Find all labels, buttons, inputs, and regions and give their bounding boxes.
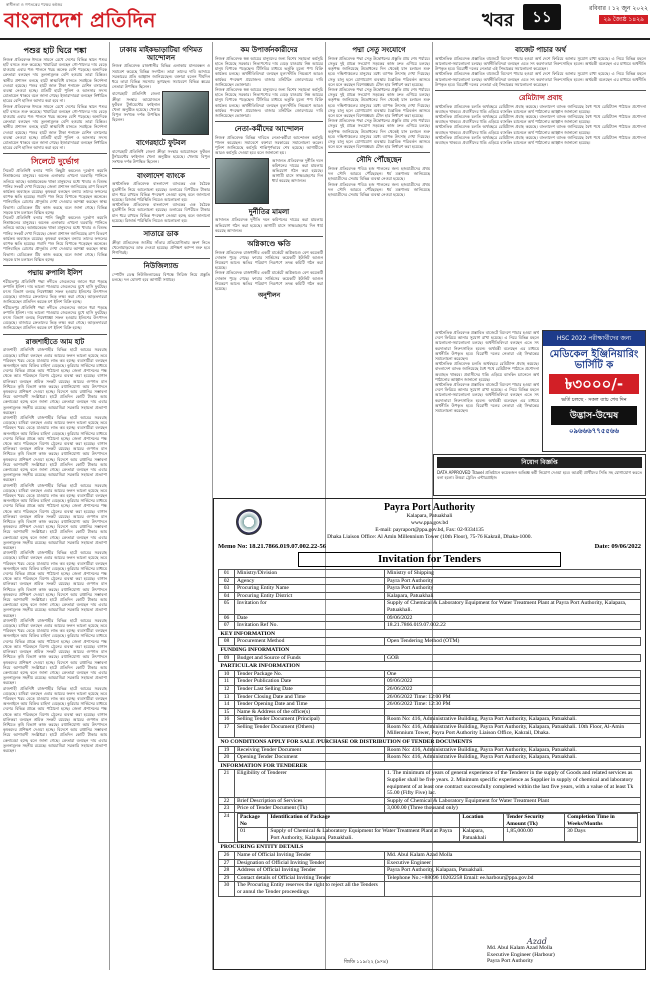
tender-cell-value: Payra Port Authority, Kalapara, Patuakhali. bbox=[385, 867, 641, 875]
tender-row bbox=[219, 614, 641, 622]
divider bbox=[3, 265, 107, 266]
ad-price: ৳৩০০০/- bbox=[549, 374, 639, 394]
tender-row bbox=[219, 693, 641, 701]
tender-cell-number: 17 bbox=[219, 723, 235, 737]
tender-address: Kalapara, Patuakhali bbox=[406, 513, 453, 519]
signatory-org: Payra Port Authority bbox=[487, 958, 534, 965]
ad-top-banner: HSC 2022 পরীক্ষার্থীদের জন্য bbox=[543, 331, 645, 346]
tender-cell-label: Receiving Tender Document bbox=[235, 746, 385, 754]
tender-section-header bbox=[219, 662, 641, 671]
tender-cell-value: Telephone No.:+88096 10202258 Email: ee.harbour@ppa.gov.bd bbox=[385, 874, 641, 882]
tender-cell-label: Agency bbox=[235, 577, 385, 585]
tender-cell-value bbox=[385, 708, 641, 716]
date-box bbox=[566, 4, 648, 24]
ad-title: মেডিকেল ইঞ্জিনিয়ারিং ভার্সিটি ক bbox=[549, 349, 639, 371]
tender-cell-number: 19 bbox=[219, 746, 235, 754]
article-body: অর্থনৈতিক প্রতিবেদক চলতি অর্থবছরে রেমিট্যান্স প্রবাহ কমেছে। বাংলাদেশ ব্যাংক জানিয়েছে বৈধ পথে রেমিট্যান্স পাঠাতে প্রণোদনা অব্যাহত থাকবে। প্রবাসীদের হুন্ডি এড়িয়ে ব্যাংকিং চ্যানেলে অর্থ পাঠানোর আহ্বান জানানো হয়েছে। bbox=[435, 124, 646, 135]
tender-row bbox=[219, 570, 641, 578]
tender-cell-label: Name of Official Inviting Tender bbox=[235, 851, 385, 859]
tender-footer-code: জিডি ১১৯/২২ (৯×৪) bbox=[344, 960, 388, 965]
tender-row bbox=[219, 678, 641, 686]
article-body: রাজশাহী প্রতিনিধি রাজশাহীর বিভিন্ন হাটে আমের সরবরাহ বেড়েছে। চাষিরা বলছেন এবার আমের ফলন ভালো হয়েছে তবে পরিবহন খরচ বেড়ে যাওয়ায় লাভ কম হচ্ছে। ব্যবসায়ীরা বলছেন অনলাইনে আম বিক্রির চাহিদা বেড়েছে। কুরিয়ার সার্ভিসের মাধ্যমে দেশের বিভিন্ন প্রান্তে আম পাঠানো হচ্ছে। জেলা প্রশাসনের পক্ষ থেকে আম পরিবহনে বিশেষ ট্রেনের ব্যবস্থা করা হয়েছে। বাগান মালিকরা বলছেন শ্রমিক সংকট রয়েছে। আমের গুণগত মান নিশ্চিতে কৃষি বিভাগ কাজ করছে। রপ্তানিযোগ্য আম উৎপাদনে কৃষকদের প্রশিক্ষণ দেওয়া হচ্ছে। বিদেশে আম রপ্তানির সম্ভাবনা নিয়ে আশাবাদী সংশ্লিষ্টরা। হাটে প্রতিদিন কোটি টাকার আম কেনাবেচা হচ্ছে বলে জানা গেছে। ক্রেতারা বলছেন দাম এবার তুলনামূলক সহনীয় রয়েছে। আমচাষিরা সরকারি সহায়তা প্রত্যাশা করছেন। bbox=[3, 550, 107, 618]
tender-row bbox=[219, 716, 641, 724]
package-header-cell: Tender Security Amount (Tk) bbox=[504, 814, 565, 828]
article-headline: অনুশীলন bbox=[257, 292, 281, 300]
tender-cell-value: 18.21.7866.019.07.002.22 bbox=[385, 622, 641, 630]
article-headline: অগ্নিকাণ্ডে ক্ষতি bbox=[247, 238, 291, 248]
tender-cell-number: 13 bbox=[219, 693, 235, 701]
tender-cell-value: Supply of Chemical & Laboratory Equipment for Water Treatment Plant bbox=[385, 797, 641, 805]
package-cell: 01 bbox=[238, 828, 268, 842]
divider bbox=[112, 168, 210, 169]
package-cell: Supply of Chemical & Laboratory Equipment for Water Treatment Plant at Payra Port Authority, Kalapara, Patuakhali. bbox=[268, 828, 460, 842]
article-headline: নিউজিল্যান্ড bbox=[143, 261, 179, 271]
divider bbox=[435, 90, 646, 91]
newspaper-logo: বাংলাদেশ প্রতিদিন bbox=[4, 8, 156, 32]
tender-cell-label: Tender Closing Date and Time bbox=[235, 693, 385, 701]
tender-row bbox=[219, 874, 641, 882]
tender-cell-value: Ministry of Shipping bbox=[385, 570, 641, 578]
article-body: নিজস্ব প্রতিবেদক পবিত্র হজ পালনের জন্য হজযাত্রীদের প্রথম দল সৌদি আরবে পৌঁছেছেন। ধর্ম মন্ত্রণালয় জানিয়েছে হজযাত্রীদের সেবায় বিভিন্ন ব্যবস্থা নেওয়া হয়েছে। bbox=[328, 166, 430, 182]
article-body: অর্থনৈতিক প্রতিবেদক চলতি অর্থবছরে রেমিট্যান্স প্রবাহ কমেছে। বাংলাদেশ ব্যাংক জানিয়েছে বৈধ পথে রেমিট্যান্স পাঠাতে প্রণোদনা অব্যাহত থাকবে। প্রবাসীদের হুন্ডি এড়িয়ে ব্যাংকিং চ্যানেলে অর্থ পাঠানোর আহ্বান জানানো হয়েছে। bbox=[435, 114, 646, 125]
divider bbox=[112, 258, 210, 259]
tender-cell-value: GOB bbox=[385, 654, 641, 662]
tender-cell-label: Tender Last Selling Date bbox=[235, 685, 385, 693]
package-row bbox=[238, 828, 638, 842]
tender-cell-value: 1. The minimum of years of general experience of the Tenderer in the supply of Goods and related services as Supplier shall be five years. 2. Minimum specific experience as Supplier in supply of chemical and laboratory equipment of at least one contract successfully completed within the last five years, with a value of at least Tk 55.00 (Fifty Five) lac. bbox=[385, 770, 641, 797]
tender-row bbox=[219, 754, 641, 762]
article-body: রাজশাহী প্রতিনিধি রাজশাহীর বিভিন্ন হাটে আমের সরবরাহ বেড়েছে। চাষিরা বলছেন এবার আমের ফলন ভালো হয়েছে তবে পরিবহন খরচ বেড়ে যাওয়ায় লাভ কম হচ্ছে। ব্যবসায়ীরা বলছেন অনলাইনে আম বিক্রির চাহিদা বেড়েছে। কুরিয়ার সার্ভিসের মাধ্যমে দেশের বিভিন্ন প্রান্তে আম পাঠানো হচ্ছে। জেলা প্রশাসনের পক্ষ থেকে আম পরিবহনে বিশেষ ট্রেনের ব্যবস্থা করা হয়েছে। বাগান মালিকরা বলছেন শ্রমিক সংকট রয়েছে। আমের গুণগত মান নিশ্চিতে কৃষি বিভাগ কাজ করছে। রপ্তানিযোগ্য আম উৎপাদনে কৃষকদের প্রশিক্ষণ দেওয়া হচ্ছে। বিদেশে আম রপ্তানির সম্ভাবনা নিয়ে আশাবাদী সংশ্লিষ্টরা। হাটে প্রতিদিন কোটি টাকার আম কেনাবেচা হচ্ছে বলে জানা গেছে। ক্রেতারা বলছেন দাম এবার তুলনামূলক সহনীয় রয়েছে। আমচাষিরা সরকারি সহায়তা প্রত্যাশা করছেন। bbox=[3, 685, 107, 753]
tender-row bbox=[219, 701, 641, 709]
ad-phone: ০৯৬৬৬৭৭৫৫৬৬ bbox=[568, 427, 620, 435]
tender-cell-value: Open Tendering Method (OTM) bbox=[385, 638, 641, 646]
tender-row bbox=[219, 797, 641, 805]
article-headline: রেমিট্যান্স প্রবাহ bbox=[518, 92, 563, 102]
tender-cell-label: Contact details of Official Inviting Tender bbox=[235, 874, 385, 882]
tender-cell-label: Price of Tender Document (Tk) bbox=[235, 805, 385, 813]
column-5 bbox=[435, 44, 646, 326]
article-body: নিজস্ব প্রতিবেদক স্বল্প আয়ের মানুষদের জন্য বিশেষ সহায়তা কর্মসূচি হাতে নিয়েছে সরকার। নিত্যপণ্যের দাম বেড়ে যাওয়ায় নিম্ন আয়ের মানুষ বিপাকে পড়েছেন। টিসিবির মাধ্যমে ভর্তুকি মূল্যে পণ্য বিক্রি কার্যক্রম চলছে। অর্থনীতিবিদরা বলছেন মূল্যস্ফীতি নিয়ন্ত্রণে আরও কার্যকর পদক্ষেপ প্রয়োজন। বাজার মনিটরিং জোরদারের দাবি জানিয়েছেন ভোক্তারা। bbox=[215, 55, 323, 87]
tender-cell-number: 27 bbox=[219, 859, 235, 867]
article-body: সিলেট প্রতিনিধি বন্যার পানি কিছুটা কমলেও দুর্ভোগ কমেনি নিম্নাঞ্চলের মানুষের। অনেক এলাকায় এখনো ঘরবাড়ি পানিতে তলিয়ে আছে। আশ্রয়কেন্দ্রে থাকা মানুষদের মধ্যে খাবার ও বিশুদ্ধ পানির সংকট দেখা দিয়েছে। জেলা প্রশাসন জানিয়েছে ত্রাণ বিতরণ কার্যক্রম অব্যাহত রয়েছে। কৃষকরা বলছেন বন্যায় তাদের ফসলের ব্যাপক ক্ষতি হয়েছে। গবাদি পশু নিয়ে বিপাকে পড়েছেন অনেকে। পানিবাহিত রোগের প্রাদুর্ভাব দেখা দেওয়ার আশঙ্কা করছেন স্বাস্থ্য বিভাগ। মেডিকেল টিম কাজ করছে বলে জানা গেছে। বিভিন্ন সড়কে যান চলাচল বিঘ্নিত হচ্ছে। bbox=[3, 168, 107, 215]
tender-memo: Memo No: 18.21.7866.019.07.002.22-56 bbox=[218, 543, 326, 550]
tender-cell-value: Room No: 416, Administrative Building, Payra Port Authority, Kalapara, Patuakhali. bbox=[385, 746, 641, 754]
tender-table bbox=[218, 569, 641, 897]
tender-title: Invitation for Tenders bbox=[298, 552, 561, 567]
tender-row bbox=[219, 592, 641, 600]
divider bbox=[215, 121, 323, 122]
tender-org: Payra Port Authority bbox=[383, 502, 476, 513]
tender-section-title: NO CONDITIONS APPLY FOR SALE /PURCHASE OR DISTRIBUTION OF TENDER DOCUMENTS bbox=[220, 739, 473, 746]
news-photo bbox=[162, 91, 209, 135]
article-body: নিজস্ব প্রতিবেদক বিভিন্ন দাবিতে নেতা-কর্মীরা আন্দোলন কর্মসূচি পালন করেছেন। সমাবেশে বক্তারা সরকারের সমালোচনা করেন। পুলিশ জানিয়েছে কর্মসূচি শান্তিপূর্ণভাবে শেষ হয়েছে। আগামীতে আরও কর্মসূচি দেওয়া হবে বলে জানানো হয়। bbox=[215, 134, 323, 156]
photo-slot bbox=[112, 91, 210, 137]
divider bbox=[3, 153, 107, 154]
tender-cell-label: Tender Publication Date bbox=[235, 678, 385, 686]
package-cell: 1,85,000.00 bbox=[504, 828, 565, 842]
divider bbox=[328, 152, 430, 153]
tender-cell-number: 30 bbox=[219, 882, 235, 896]
package-header bbox=[238, 814, 638, 828]
tender-cell-number: 04 bbox=[219, 592, 235, 600]
tender-cell-label: Ministry/Division bbox=[235, 570, 385, 578]
tender-cell-label: Selling Tender Document (Others) bbox=[235, 723, 385, 737]
tender-row bbox=[219, 770, 641, 797]
article-body: সিলেট প্রতিনিধি বন্যার পানি কিছুটা কমলেও দুর্ভোগ কমেনি নিম্নাঞ্চলের মানুষের। অনেক এলাকায় এখনো ঘরবাড়ি পানিতে তলিয়ে আছে। আশ্রয়কেন্দ্রে থাকা মানুষদের মধ্যে খাবার ও বিশুদ্ধ পানির সংকট দেখা দিয়েছে। জেলা প্রশাসন জানিয়েছে ত্রাণ বিতরণ কার্যক্রম অব্যাহত রয়েছে। কৃষকরা বলছেন বন্যায় তাদের ফসলের ব্যাপক ক্ষতি হয়েছে। গবাদি পশু নিয়ে বিপাকে পড়েছেন অনেকে। পানিবাহিত রোগের প্রাদুর্ভাব দেখা দেওয়ার আশঙ্কা করছেন স্বাস্থ্য বিভাগ। মেডিকেল টিম কাজ করছে বলে জানা গেছে। বিভিন্ন সড়কে যান চলাচল বিঘ্নিত হচ্ছে। bbox=[3, 215, 107, 262]
package-table bbox=[237, 813, 638, 842]
tender-section-header bbox=[219, 843, 641, 852]
tender-row bbox=[219, 805, 641, 813]
package-cell: 30 Days bbox=[565, 828, 638, 842]
tender-cell-label: Opening Tender Document bbox=[235, 754, 385, 762]
article-headline: নেতা-কর্মীদের আন্দোলন bbox=[234, 124, 304, 134]
article-headline: পদ্মা সেতু সংযোগে bbox=[352, 45, 406, 54]
tender-cell-value: 26/06/2022 Time: 12:30 PM bbox=[385, 701, 641, 709]
tender-row bbox=[219, 882, 641, 896]
package-header-cell: Identification of Package bbox=[268, 814, 460, 828]
article-body: অর্থনৈতিক প্রতিবেদক প্রস্তাবিত বাজেটে বিদেশে পাচার হওয়া অর্থ দেশে ফিরিয়ে আনার সুযোগ রাখা হয়েছে। এ নিয়ে বিভিন্ন মহলে আলোচনা-সমালোচনা চলছে। অর্থনীতিবিদরা বলছেন এতে সৎ করদাতারা নিরুৎসাহিত হবেন। অর্থমন্ত্রী বলেছেন এর মাধ্যমে অর্থনীতি উপকৃত হবে। বিরোধী দলের নেতারা এই সিদ্ধান্তের সমালোচনা করেছেন। bbox=[435, 382, 539, 414]
tender-notice bbox=[213, 498, 646, 970]
tender-cell-number: 09 bbox=[219, 654, 235, 662]
ad-brand: উদ্ভাস-উন্মেষ bbox=[551, 406, 637, 425]
tender-cell-number: 15 bbox=[219, 708, 235, 716]
tender-cell-value: Executive Engineer bbox=[385, 859, 641, 867]
article-body: বাগেরহাট প্রতিনিধি জেলা ক্রীড়া সংস্থার আয়োজনে ফুটবল টুর্নামেন্টের ফাইনাল খেলা অনুষ্ঠিত হয়েছে। খেলায় বিপুল সংখ্যক দর্শক উপস্থিত ছিলেন। bbox=[112, 149, 210, 165]
tender-cell-value: 09/06/2022 bbox=[385, 678, 641, 686]
masthead bbox=[0, 0, 650, 40]
tender-row bbox=[219, 859, 641, 867]
article-body: স্পোর্টস ডেস্ক নিউজিল্যান্ডের বিপক্ষে সিরিজ নিয়ে প্রস্তুতি চলছে। দল ঘোষণা হবে আগামী সপ্তাহে। bbox=[112, 271, 210, 283]
tender-cell-label: The Procuring Entity reserves the right to reject all the Tenders or annul the Tender proceedings bbox=[235, 882, 385, 896]
tender-cell-number: 22 bbox=[219, 797, 235, 805]
divider bbox=[112, 226, 210, 227]
article-headline: রাজশাহীতে আম হাট bbox=[25, 336, 85, 346]
tender-row bbox=[219, 851, 641, 859]
tender-cell-value: 26/06/2022 Time: 12:00 PM bbox=[385, 693, 641, 701]
tender-row bbox=[219, 746, 641, 754]
tender-table-body bbox=[219, 570, 641, 897]
masthead-tagline: স্বাধীনতা ও গণতন্ত্রের পক্ষের কণ্ঠস্বর bbox=[6, 2, 63, 7]
notice-title: নিয়োগ বিজ্ঞপ্তি bbox=[437, 457, 642, 468]
article-headline: সিলেটে দুর্ভোগ bbox=[30, 156, 80, 167]
tender-row bbox=[219, 708, 641, 716]
tender-cell-number: 05 bbox=[219, 600, 235, 614]
tender-row bbox=[219, 654, 641, 662]
tender-cell-number: 12 bbox=[219, 685, 235, 693]
page-number-badge: ১১ bbox=[523, 4, 561, 30]
article-body: অর্থনৈতিক প্রতিবেদক বাংলাদেশ ব্যাংকের এক বৈঠকে মুদ্রানীতি নিয়ে আলোচনা হয়েছে। ডলারের বিপরীতে টাকার মান ধরে রাখতে বিভিন্ন পদক্ষেপ নেওয়া হচ্ছে বলে জানানো হয়েছে। রিজার্ভ পরিস্থিতি নিয়েও আলোচনা হয়। bbox=[112, 202, 210, 223]
article-body: রাজশাহী প্রতিনিধি রাজশাহীর বিভিন্ন হাটে আমের সরবরাহ বেড়েছে। চাষিরা বলছেন এবার আমের ফলন ভালো হয়েছে তবে পরিবহন খরচ বেড়ে যাওয়ায় লাভ কম হচ্ছে। ব্যবসায়ীরা বলছেন অনলাইনে আম বিক্রির চাহিদা বেড়েছে। কুরিয়ার সার্ভিসের মাধ্যমে দেশের বিভিন্ন প্রান্তে আম পাঠানো হচ্ছে। জেলা প্রশাসনের পক্ষ থেকে আম পরিবহনে বিশেষ ট্রেনের ব্যবস্থা করা হয়েছে। বাগান মালিকরা বলছেন শ্রমিক সংকট রয়েছে। আমের গুণগত মান নিশ্চিতে কৃষি বিভাগ কাজ করছে। রপ্তানিযোগ্য আম উৎপাদনে কৃষকদের প্রশিক্ষণ দেওয়া হচ্ছে। বিদেশে আম রপ্তানির সম্ভাবনা নিয়ে আশাবাদী সংশ্লিষ্টরা। হাটে প্রতিদিন কোটি টাকার আম কেনাবেচা হচ্ছে বলে জানা গেছে। ক্রেতারা বলছেন দাম এবার তুলনামূলক সহনীয় রয়েছে। আমচাষিরা সরকারি সহায়তা প্রত্যাশা করছেন। bbox=[3, 347, 107, 415]
date-gregorian: রবিবার । ১২ জুন ২০২২ bbox=[589, 5, 648, 12]
tender-cell-number: 11 bbox=[219, 678, 235, 686]
divider bbox=[215, 236, 323, 237]
tender-cell-number: 26 bbox=[219, 851, 235, 859]
package-header-cell: Package No bbox=[238, 814, 268, 828]
article-headline: বাজেট পাচার অর্থ bbox=[515, 45, 566, 54]
article-headline: পশুর হাট ঘিরে শঙ্কা bbox=[23, 45, 87, 55]
signatory-title: Executive Engineer (Harbour) bbox=[487, 951, 555, 958]
tender-date: Date: 09/06/2022 bbox=[594, 543, 641, 550]
tender-section-title: INFORMATION FOR TENDERER bbox=[220, 762, 308, 769]
tender-cell-label: Designation of Official Inviting Tender bbox=[235, 859, 385, 867]
notice-text: DATA APPROVED Travel প্রতিষ্ঠানে কয়েকজন অভিজ্ঞ কর্মী নিয়োগ দেওয়া হবে। আগ্রহী প্রার্থীদের সিভি সহ যোগাযোগ করতে বলা হলো। উত্তরা ট্রেডিং এন্টারপ্রাইজ bbox=[437, 470, 642, 481]
tender-cell-number: 03 bbox=[219, 585, 235, 593]
article-body: নিজস্ব প্রতিবেদক পদ্মা সেতু উদ্বোধনের প্রস্তুতি প্রায় শেষ পর্যায়ে। সেতুর দুই প্রান্তে সংযোগ সড়কের কাজ দ্রুত এগিয়ে চলছে। কর্তৃপক্ষ জানিয়েছে উদ্বোধনের দিন থেকেই যান চলাচল শুরু হবে। দক্ষিণাঞ্চলের মানুষের মধ্যে ব্যাপক উৎসাহ দেখা দিয়েছে। সেতু চালু হলে যোগাযোগ ব্যবস্থায় বৈপ্লবিক পরিবর্তন আসবে বলে মনে করছেন বিশেষজ্ঞরা। টোল হার নির্ধারণ করা হয়েছে। bbox=[328, 118, 430, 150]
tender-cell-value: Payra Port Authority bbox=[385, 585, 641, 593]
article-body: ক্রীড়া প্রতিবেদক জাতীয় সাঁতার প্রতিযোগিতায় অংশ নিতে খেলোয়াড়দের ডাক দেওয়া হয়েছে। প্রশিক্ষণ ক্যাম্প শুরু হবে শিগগিরই। bbox=[112, 239, 210, 256]
tender-section-title: FUNDING INFORMATION bbox=[220, 646, 290, 653]
article-body: শরীয়তপুর প্রতিনিধি পদ্মা নদীতে জেলেদের জালে ধরা পড়ছে রুপালি ইলিশ। দাম ভালো পাওয়ায় জেলেদের মুখে হাসি ফুটেছে। মৎস্য বিভাগ বলছে নিষেধাজ্ঞা সফল হওয়ায় ইলিশের উৎপাদন বেড়েছে। বাজারে ক্রেতাদের ভিড় লক্ষ্য করা গেছে। আড়তদাররা জানিয়েছেন প্রতিদিন কয়েক মণ ইলিশ বিক্রি হচ্ছে। bbox=[3, 278, 107, 305]
article-body: রাজশাহী প্রতিনিধি রাজশাহীর বিভিন্ন হাটে আমের সরবরাহ বেড়েছে। চাষিরা বলছেন এবার আমের ফলন ভালো হয়েছে তবে পরিবহন খরচ বেড়ে যাওয়ায় লাভ কম হচ্ছে। ব্যবসায়ীরা বলছেন অনলাইনে আম বিক্রির চাহিদা বেড়েছে। কুরিয়ার সার্ভিসের মাধ্যমে দেশের বিভিন্ন প্রান্তে আম পাঠানো হচ্ছে। জেলা প্রশাসনের পক্ষ থেকে আম পরিবহনে বিশেষ ট্রেনের ব্যবস্থা করা হয়েছে। বাগান মালিকরা বলছেন শ্রমিক সংকট রয়েছে। আমের গুণগত মান নিশ্চিতে কৃষি বিভাগ কাজ করছে। রপ্তানিযোগ্য আম উৎপাদনে কৃষকদের প্রশিক্ষণ দেওয়া হচ্ছে। বিদেশে আম রপ্তানির সম্ভাবনা নিয়ে আশাবাদী সংশ্লিষ্টরা। হাটে প্রতিদিন কোটি টাকার আম কেনাবেচা হচ্ছে বলে জানা গেছে। ক্রেতারা বলছেন দাম এবার তুলনামূলক সহনীয় রয়েছে। আমচাষিরা সরকারি সহায়তা প্রত্যাশা করছেন। bbox=[3, 617, 107, 686]
tender-memo-line bbox=[218, 543, 641, 550]
date-bangla: ২৯ জ্যৈষ্ঠ ১৪২৯ bbox=[599, 15, 648, 24]
tender-cell-number: 06 bbox=[219, 614, 235, 622]
article-body: নিজস্ব প্রতিবেদক রাজধানীর একটি মার্কেটে অগ্নিকাণ্ডে বেশ কয়েকটি দোকান পুড়ে গেছে। ফায়ার সার্ভিসের কয়েকটি ইউনিট আগুন নিয়ন্ত্রণে আনে। ক্ষতির পরিমাণ নিরূপণে তদন্ত কমিটি গঠন করা হয়েছে। bbox=[215, 270, 323, 292]
signatory-name: Md. Abul Kalam Azad Molla bbox=[487, 945, 553, 952]
tender-cell-value: Kalapara, Patuakhali bbox=[385, 592, 641, 600]
tender-cell-value: 26/06/2022 bbox=[385, 685, 641, 693]
tender-cell-number: 14 bbox=[219, 701, 235, 709]
tender-cell-number: 01 bbox=[219, 570, 235, 578]
tender-section-header bbox=[219, 629, 641, 638]
tender-cell-number: 16 bbox=[219, 716, 235, 724]
tender-cell-label: Name & Address of the office(s) bbox=[235, 708, 385, 716]
article-body: অর্থনৈতিক প্রতিবেদক প্রস্তাবিত বাজেটে বিদেশে পাচার হওয়া অর্থ দেশে ফিরিয়ে আনার সুযোগ রাখা হয়েছে। এ নিয়ে বিভিন্ন মহলে আলোচনা-সমালোচনা চলছে। অর্থনীতিবিদরা বলছেন এতে সৎ করদাতারা নিরুৎসাহিত হবেন। অর্থমন্ত্রী বলেছেন এর মাধ্যমে অর্থনীতি উপকৃত হবে। বিরোধী দলের নেতারা এই সিদ্ধান্তের সমালোচনা করেছেন। bbox=[435, 71, 646, 87]
coaching-advertisement bbox=[542, 330, 646, 452]
tender-row bbox=[219, 585, 641, 593]
tender-cell-value: One bbox=[385, 670, 641, 678]
article-body: নিজস্ব প্রতিবেদক স্বল্প আয়ের মানুষদের জন্য বিশেষ সহায়তা কর্মসূচি হাতে নিয়েছে সরকার। নিত্যপণ্যের দাম বেড়ে যাওয়ায় নিম্ন আয়ের মানুষ বিপাকে পড়েছেন। টিসিবির মাধ্যমে ভর্তুকি মূল্যে পণ্য বিক্রি কার্যক্রম চলছে। অর্থনীতিবিদরা বলছেন মূল্যস্ফীতি নিয়ন্ত্রণে আরও কার্যকর পদক্ষেপ প্রয়োজন। বাজার মনিটরিং জোরদারের দাবি জানিয়েছেন ভোক্তারা। bbox=[215, 86, 323, 118]
tender-package-row bbox=[219, 813, 641, 843]
tender-cell-label: Budget and Source of Funds bbox=[235, 654, 385, 662]
tender-cell-number: 10 bbox=[219, 670, 235, 678]
tender-cell-label: Tender Package No. bbox=[235, 670, 385, 678]
tender-cell-label: Procurement Method bbox=[235, 638, 385, 646]
article-body: বাগেরহাট প্রতিনিধি জেলা ক্রীড়া সংস্থার আয়োজনে ফুটবল টুর্নামেন্টের ফাইনাল খেলা অনুষ্ঠিত হয়েছে। খেলায় বিপুল সংখ্যক দর্শক উপস্থিত ছিলেন। bbox=[112, 91, 160, 123]
tender-cell-label: Brief Description of Services bbox=[235, 797, 385, 805]
tender-cell-number: 08 bbox=[219, 638, 235, 646]
tender-section-title: PROCURING ENTITY DETAILS bbox=[220, 844, 304, 851]
column-divider bbox=[109, 42, 110, 970]
tender-cell-number: 29 bbox=[219, 874, 235, 882]
column-3 bbox=[215, 44, 323, 496]
tender-cell-value: Room No: 416, Administrative Building, Payra Port Authority, Kalapara, Patuakhali. bbox=[385, 754, 641, 762]
tender-cell-number: 20 bbox=[219, 754, 235, 762]
tender-row bbox=[219, 723, 641, 737]
package-header-cell: Completion Time in Weeks/Months bbox=[565, 814, 638, 828]
tender-cell-label: Tender Opening Date and Time bbox=[235, 701, 385, 709]
tender-row bbox=[219, 867, 641, 875]
tender-cell-value: 3,000.00 (Three thousand only) bbox=[385, 805, 641, 813]
article-headline: সাতারে ডাক bbox=[143, 229, 179, 238]
article-body: অর্থনৈতিক প্রতিবেদক চলতি অর্থবছরে রেমিট্যান্স প্রবাহ কমেছে। বাংলাদেশ ব্যাংক জানিয়েছে বৈধ পথে রেমিট্যান্স পাঠাতে প্রণোদনা অব্যাহত থাকবে। প্রবাসীদের হুন্ডি এড়িয়ে ব্যাংকিং চ্যানেলে অর্থ পাঠানোর আহ্বান জানানো হয়েছে। bbox=[435, 361, 539, 382]
article-body: নিজস্ব প্রতিবেদক পদ্মা সেতু উদ্বোধনের প্রস্তুতি প্রায় শেষ পর্যায়ে। সেতুর দুই প্রান্তে সংযোগ সড়কের কাজ দ্রুত এগিয়ে চলছে। কর্তৃপক্ষ জানিয়েছে উদ্বোধনের দিন থেকেই যান চলাচল শুরু হবে। দক্ষিণাঞ্চলের মানুষের মধ্যে ব্যাপক উৎসাহ দেখা দিয়েছে। সেতু চালু হলে যোগাযোগ ব্যবস্থায় বৈপ্লবিক পরিবর্তন আসবে বলে মনে করছেন বিশেষজ্ঞরা। টোল হার নির্ধারণ করা হয়েছে। bbox=[328, 55, 430, 87]
article-body: অর্থনৈতিক প্রতিবেদক চলতি অর্থবছরে রেমিট্যান্স প্রবাহ কমেছে। বাংলাদেশ ব্যাংক জানিয়েছে বৈধ পথে রেমিট্যান্স পাঠাতে প্রণোদনা অব্যাহত থাকবে। প্রবাসীদের হুন্ডি এড়িয়ে ব্যাংকিং চ্যানেলে অর্থ পাঠানোর আহ্বান জানানো হয়েছে। bbox=[435, 103, 646, 114]
package-header-cell: Location bbox=[460, 814, 504, 828]
article-body: রাজশাহী প্রতিনিধি রাজশাহীর বিভিন্ন হাটে আমের সরবরাহ বেড়েছে। চাষিরা বলছেন এবার আমের ফলন ভালো হয়েছে তবে পরিবহন খরচ বেড়ে যাওয়ায় লাভ কম হচ্ছে। ব্যবসায়ীরা বলছেন অনলাইনে আম বিক্রির চাহিদা বেড়েছে। কুরিয়ার সার্ভিসের মাধ্যমে দেশের বিভিন্ন প্রান্তে আম পাঠানো হচ্ছে। জেলা প্রশাসনের পক্ষ থেকে আম পরিবহনে বিশেষ ট্রেনের ব্যবস্থা করা হয়েছে। বাগান মালিকরা বলছেন শ্রমিক সংকট রয়েছে। আমের গুণগত মান নিশ্চিতে কৃষি বিভাগ কাজ করছে। রপ্তানিযোগ্য আম উৎপাদনে কৃষকদের প্রশিক্ষণ দেওয়া হচ্ছে। বিদেশে আম রপ্তানির সম্ভাবনা নিয়ে আশাবাদী সংশ্লিষ্টরা। হাটে প্রতিদিন কোটি টাকার আম কেনাবেচা হচ্ছে বলে জানা গেছে। ক্রেতারা বলছেন দাম এবার তুলনামূলক সহনীয় রয়েছে। আমচাষিরা সরকারি সহায়তা প্রত্যাশা করছেন। bbox=[3, 482, 107, 551]
article-body: অর্থনৈতিক প্রতিবেদক প্রস্তাবিত বাজেটে বিদেশে পাচার হওয়া অর্থ দেশে ফিরিয়ে আনার সুযোগ রাখা হয়েছে। এ নিয়ে বিভিন্ন মহলে আলোচনা-সমালোচনা চলছে। অর্থনীতিবিদরা বলছেন এতে সৎ করদাতারা নিরুৎসাহিত হবেন। অর্থমন্ত্রী বলেছেন এর মাধ্যমে অর্থনীতি উপকৃত হবে। বিরোধী দলের নেতারা এই সিদ্ধান্তের সমালোচনা করেছেন। bbox=[435, 330, 539, 362]
article-body: আদালত প্রতিবেদক দুর্নীতি দমন কমিশনের দায়ের করা মামলায় অভিযোগ গঠন করা হয়েছে। আগামী মাসে সাক্ষ্যগ্রহণের দিন ধার্য করেছে আদালত। bbox=[215, 217, 323, 233]
tender-cell-label: Procuring Entity Name bbox=[235, 585, 385, 593]
article-body: আদালত প্রতিবেদক দুর্নীতি দমন কমিশনের দায়ের করা মামলায় অভিযোগ গঠন করা হয়েছে। আগামী মাসে সাক্ষ্যগ্রহণের দিন ধার্য করেছে আদালত। bbox=[272, 157, 323, 184]
tender-cell-value: Room No: 416, Administrative Building, Payra Port Authority, Kalapara, Patuakhali. bbox=[385, 716, 641, 724]
job-notice bbox=[433, 454, 646, 496]
tender-row bbox=[219, 622, 641, 630]
article-body: নিজস্ব প্রতিবেদক পবিত্র হজ পালনের জন্য হজযাত্রীদের প্রথম দল সৌদি আরবে পৌঁছেছেন। ধর্ম মন্ত্রণালয় জানিয়েছে হজযাত্রীদের সেবায় বিভিন্ন ব্যবস্থা নেওয়া হয়েছে। bbox=[328, 181, 430, 198]
signature: Azad bbox=[527, 936, 547, 946]
port-authority-logo-icon bbox=[236, 509, 262, 535]
article-headline: দুর্নীতির মামলা bbox=[248, 206, 290, 216]
article-headline: বাংলাদেশ ব্যাংকে bbox=[137, 170, 185, 180]
tender-row bbox=[219, 600, 641, 614]
article-body: নিজস্ব প্রতিবেদক পদ্মা সেতু উদ্বোধনের প্রস্তুতি প্রায় শেষ পর্যায়ে। সেতুর দুই প্রান্তে সংযোগ সড়কের কাজ দ্রুত এগিয়ে চলছে। কর্তৃপক্ষ জানিয়েছে উদ্বোধনের দিন থেকেই যান চলাচল শুরু হবে। দক্ষিণাঞ্চলের মানুষের মধ্যে ব্যাপক উৎসাহ দেখা দিয়েছে। সেতু চালু হলে যোগাযোগ ব্যবস্থায় বৈপ্লবিক পরিবর্তন আসবে বলে মনে করছেন বিশেষজ্ঞরা। টোল হার নির্ধারণ করা হয়েছে। bbox=[328, 86, 430, 118]
news-photo bbox=[215, 158, 269, 204]
tender-row bbox=[219, 638, 641, 646]
tender-cell-label: Date bbox=[235, 614, 385, 622]
article-body: নিজস্ব প্রতিবেদক ঈদকে সামনে রেখে দেশের বিভিন্ন স্থানে পশুর হাট বসতে শুরু করেছে। খামারিরা বলছেন গো-খাদ্যের দাম বেড়ে যাওয়ায় এবার পশু পালনে খরচ অনেক বেশি পড়েছে। অন্যদিকে ক্রেতারা বলছেন দাম তুলনামূলক বেশি হওয়ায় তারা চিন্তিত। স্থানীয় প্রশাসন বলছে হাটে স্বাস্থ্যবিধি মানতে সবাইকে নির্দেশনা দেওয়া হয়েছে। পশুর হাটে জাল টাকা শনাক্তে মেশিন বসানোর ব্যবস্থা নেওয়া হচ্ছে। প্রতিটি হাটে পুলিশ ও আনসার সদস্য মোতায়েন থাকবে বলে জানা গেছে। ইজারাদাররা বলছেন নির্ধারিত হারের বেশি হাসিল আদায় করা হবে না। bbox=[3, 103, 107, 151]
tender-cell-label: Eligibility of Tenderer bbox=[235, 770, 385, 797]
tender-cell-value: 09/06/2022 bbox=[385, 614, 641, 622]
tender-cell-number: 07 bbox=[219, 622, 235, 630]
tender-section-header bbox=[219, 761, 641, 770]
article-headline: কম উপার্জনকারীদের bbox=[240, 45, 298, 54]
tender-cell-label: Procuring Entity District bbox=[235, 592, 385, 600]
column-2 bbox=[112, 44, 210, 496]
tender-cell-value: Md. Abul Kalam Azad Molla bbox=[385, 851, 641, 859]
column-5-lower bbox=[435, 330, 539, 452]
tender-cell-number: 02 bbox=[219, 577, 235, 585]
column-1 bbox=[3, 44, 107, 970]
package-cell: Kalapara, Patuakhali bbox=[460, 828, 504, 842]
tender-website: www.ppa.gov.bd bbox=[410, 520, 449, 526]
divider bbox=[3, 334, 107, 335]
article-body: অর্থনৈতিক প্রতিবেদক বাংলাদেশ ব্যাংকের এক বৈঠকে মুদ্রানীতি নিয়ে আলোচনা হয়েছে। ডলারের বিপরীতে টাকার মান ধরে রাখতে বিভিন্ন পদক্ষেপ নেওয়া হচ্ছে বলে জানানো হয়েছে। রিজার্ভ পরিস্থিতি নিয়েও আলোচনা হয়। bbox=[112, 181, 210, 202]
article-headline: পদ্মায় রুপালি ইলিশ bbox=[27, 267, 83, 277]
tender-dhaka-office: Dhaka Liaison Office: Al Amin Millennium Tower (10th Floor), 75-76 Kakrail, Dhaka-1000. bbox=[327, 534, 532, 540]
article-body: অর্থনৈতিক প্রতিবেদক চলতি অর্থবছরে রেমিট্যান্স প্রবাহ কমেছে। বাংলাদেশ ব্যাংক জানিয়েছে বৈধ পথে রেমিট্যান্স পাঠাতে প্রণোদনা অব্যাহত থাকবে। প্রবাসীদের হুন্ডি এড়িয়ে ব্যাংকিং চ্যানেলে অর্থ পাঠানোর আহ্বান জানানো হয়েছে। bbox=[435, 134, 646, 146]
tender-cell-number: 24 bbox=[219, 813, 235, 843]
tender-cell-value: Payra Port Authority bbox=[385, 577, 641, 585]
article-headline: সৌদি পৌঁছেছেন bbox=[356, 155, 402, 165]
tender-package-cell bbox=[235, 813, 641, 843]
tender-cell-label: Address of Official Inviting Tender bbox=[235, 867, 385, 875]
tender-section-title: PARTICULAR INFORMATION bbox=[220, 663, 300, 670]
tender-cell-label: Invitation for bbox=[235, 600, 385, 614]
tender-cell-label: Selling Tender Document (Principal) bbox=[235, 716, 385, 724]
article-headline: ঢাকায় মাইকভাড়াটিয়া গণিমত আন্দোলন bbox=[119, 45, 203, 62]
tender-cell-value: Supply of Chemical & Laboratory Equipment for Water Treatment Plant at Payra Port Authority, Kalapara, Patuakhali. bbox=[385, 600, 641, 614]
tender-cell-number: 28 bbox=[219, 867, 235, 875]
ad-note: ভর্তি চলছে · সকল ব্যাচ শেষ দিন bbox=[561, 397, 627, 403]
tender-section-header bbox=[219, 738, 641, 747]
tender-cell-number: 23 bbox=[219, 805, 235, 813]
tender-row bbox=[219, 685, 641, 693]
tender-cell-number: 21 bbox=[219, 770, 235, 797]
column-4 bbox=[328, 44, 430, 496]
article-body: অর্থনৈতিক প্রতিবেদক প্রস্তাবিত বাজেটে বিদেশে পাচার হওয়া অর্থ দেশে ফিরিয়ে আনার সুযোগ রাখা হয়েছে। এ নিয়ে বিভিন্ন মহলে আলোচনা-সমালোচনা চলছে। অর্থনীতিবিদরা বলছেন এতে সৎ করদাতারা নিরুৎসাহিত হবেন। অর্থমন্ত্রী বলেছেন এর মাধ্যমে অর্থনীতি উপকৃত হবে। বিরোধী দলের নেতারা এই সিদ্ধান্তের সমালোচনা করেছেন। bbox=[435, 55, 646, 72]
section-label: খবর bbox=[482, 10, 514, 31]
article-body: নিজস্ব প্রতিবেদক রাজধানীর বিভিন্ন এলাকায় মানববন্ধন ও সমাবেশ করেছে বিভিন্ন সংগঠন। তারা তাদের দাবি আদায়ে সরকারের প্রতি আহ্বান জানিয়েছেন। বক্তারা বলেন দীর্ঘদিন ধরে তারা বিভিন্ন সমস্যায় ভুগছেন। সমাবেশে বিভিন্ন স্তরের নেতারা উপস্থিত ছিলেন। bbox=[112, 63, 210, 90]
tender-cell-value: Room No: 416, Administrative Building, Payra Port Authority, Kalapara, Patuakhali. 10th Floor, Al-Amin Millennium Tower, Payra Port Authority Liaison Office, Kakrail, Dhaka. bbox=[385, 723, 641, 737]
photo-slot bbox=[215, 158, 323, 206]
article-body: রাজশাহী প্রতিনিধি রাজশাহীর বিভিন্ন হাটে আমের সরবরাহ বেড়েছে। চাষিরা বলছেন এবার আমের ফলন ভালো হয়েছে তবে পরিবহন খরচ বেড়ে যাওয়ায় লাভ কম হচ্ছে। ব্যবসায়ীরা বলছেন অনলাইনে আম বিক্রির চাহিদা বেড়েছে। কুরিয়ার সার্ভিসের মাধ্যমে দেশের বিভিন্ন প্রান্তে আম পাঠানো হচ্ছে। জেলা প্রশাসনের পক্ষ থেকে আম পরিবহনে বিশেষ ট্রেনের ব্যবস্থা করা হয়েছে। বাগান মালিকরা বলছেন শ্রমিক সংকট রয়েছে। আমের গুণগত মান নিশ্চিতে কৃষি বিভাগ কাজ করছে। রপ্তানিযোগ্য আম উৎপাদনে কৃষকদের প্রশিক্ষণ দেওয়া হচ্ছে। বিদেশে আম রপ্তানির সম্ভাবনা নিয়ে আশাবাদী সংশ্লিষ্টরা। হাটে প্রতিদিন কোটি টাকার আম কেনাবেচা হচ্ছে বলে জানা গেছে। ক্রেতারা বলছেন দাম এবার তুলনামূলক সহনীয় রয়েছে। আমচাষিরা সরকারি সহায়তা প্রত্যাশা করছেন। bbox=[3, 414, 107, 483]
article-body: নিজস্ব প্রতিবেদক রাজধানীর একটি মার্কেটে অগ্নিকাণ্ডে বেশ কয়েকটি দোকান পুড়ে গেছে। ফায়ার সার্ভিসের কয়েকটি ইউনিট আগুন নিয়ন্ত্রণে আনে। ক্ষতির পরিমাণ নিরূপণে তদন্ত কমিটি গঠন করা হয়েছে। bbox=[215, 249, 323, 271]
tender-cell-value bbox=[385, 882, 641, 896]
tender-row bbox=[219, 670, 641, 678]
signature-block bbox=[487, 936, 637, 965]
tender-cell-label: Invitation Ref No. bbox=[235, 622, 385, 630]
tender-row bbox=[219, 577, 641, 585]
tender-email: E-mail: payraport@ppa.gov.bd, Fax: 02-9334135 bbox=[375, 527, 484, 533]
tender-section-header bbox=[219, 645, 641, 654]
article-body: শরীয়তপুর প্রতিনিধি পদ্মা নদীতে জেলেদের জালে ধরা পড়ছে রুপালি ইলিশ। দাম ভালো পাওয়ায় জেলেদের মুখে হাসি ফুটেছে। মৎস্য বিভাগ বলছে নিষেধাজ্ঞা সফল হওয়ায় ইলিশের উৎপাদন বেড়েছে। বাজারে ক্রেতাদের ভিড় লক্ষ্য করা গেছে। আড়তদাররা জানিয়েছেন প্রতিদিন কয়েক মণ ইলিশ বিক্রি হচ্ছে। bbox=[3, 304, 107, 331]
article-headline: বাগেরহাটে ফুটবল bbox=[136, 138, 186, 148]
tender-section-title: KEY INFORMATION bbox=[220, 630, 276, 637]
article-body: নিজস্ব প্রতিবেদক ঈদকে সামনে রেখে দেশের বিভিন্ন স্থানে পশুর হাট বসতে শুরু করেছে। খামারিরা বলছেন গো-খাদ্যের দাম বেড়ে যাওয়ায় এবার পশু পালনে খরচ অনেক বেশি পড়েছে। অন্যদিকে ক্রেতারা বলছেন দাম তুলনামূলক বেশি হওয়ায় তারা চিন্তিত। স্থানীয় প্রশাসন বলছে হাটে স্বাস্থ্যবিধি মানতে সবাইকে নির্দেশনা দেওয়া হয়েছে। পশুর হাটে জাল টাকা শনাক্তে মেশিন বসানোর ব্যবস্থা নেওয়া হচ্ছে। প্রতিটি হাটে পুলিশ ও আনসার সদস্য মোতায়েন থাকবে বলে জানা গেছে। ইজারাদাররা বলছেন নির্ধারিত হারের বেশি হাসিল আদায় করা হবে না। bbox=[3, 56, 107, 104]
